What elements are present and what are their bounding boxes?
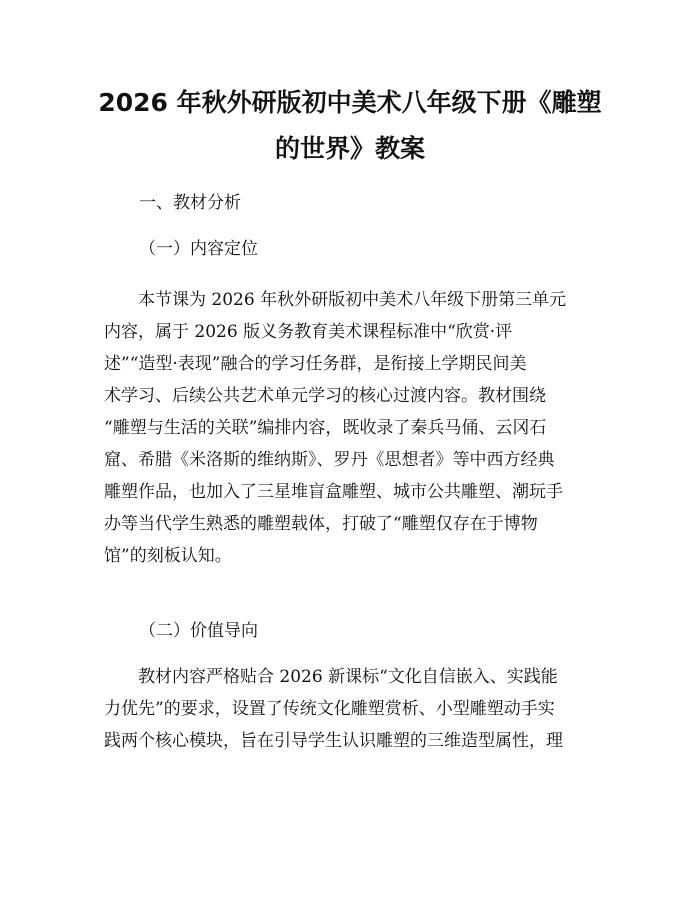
paragraph-line: 馆”的刻板认知。 xyxy=(104,546,232,566)
document-title-line-2: 的世界》教案 xyxy=(274,134,425,163)
document-title-line-1: 2026 年秋外研版初中美术八年级下册《雕塑 xyxy=(98,88,602,117)
paragraph-line: 践两个核心模块，旨在引导学生认识雕塑的三维造型属性，理 xyxy=(104,731,563,751)
paragraph-line: 办等当代学生熟悉的雕塑载体，打破了“雕塑仅存在于博物 xyxy=(104,514,538,534)
paragraph-line: “雕塑与生活的关联”编排内容，既收录了秦兵马俑、云冈石 xyxy=(104,418,547,438)
subsection-heading-content-positioning: （一）内容定位 xyxy=(139,239,258,259)
paragraph-line: 力优先”的要求，设置了传统文化雕塑赏析、小型雕塑动手实 xyxy=(104,699,555,719)
paragraph-line: 内容，属于 2026 版义务教育美术课程标准中“欣赏·评 xyxy=(104,322,513,342)
paragraph-value-orientation xyxy=(104,661,600,757)
section-heading-teaching-material-analysis: 一、教材分析 xyxy=(139,193,241,213)
paragraph-line: 雕塑作品，也加入了三星堆盲盒雕塑、城市公共雕塑、潮玩手 xyxy=(104,482,563,502)
paragraph-line: 术学习、后续公共艺术单元学习的核心过渡内容。教材围绕 xyxy=(104,386,546,406)
paragraph-line: 教材内容严格贴合 2026 新课标“文化自信嵌入、实践能 xyxy=(138,667,558,687)
paragraph-line: 述”“造型·表现”融合的学习任务群，是衔接上学期民间美 xyxy=(104,354,527,374)
paragraph-content-positioning xyxy=(104,284,600,572)
paragraph-line: 窟、希腊《米洛斯的维纳斯》、罗丹《思想者》等中西方经典 xyxy=(104,450,555,470)
subsection-heading-value-orientation: （二）价值导向 xyxy=(139,621,258,641)
paragraph-line: 本节课为 2026 年秋外研版初中美术八年级下册第三单元 xyxy=(138,290,567,310)
